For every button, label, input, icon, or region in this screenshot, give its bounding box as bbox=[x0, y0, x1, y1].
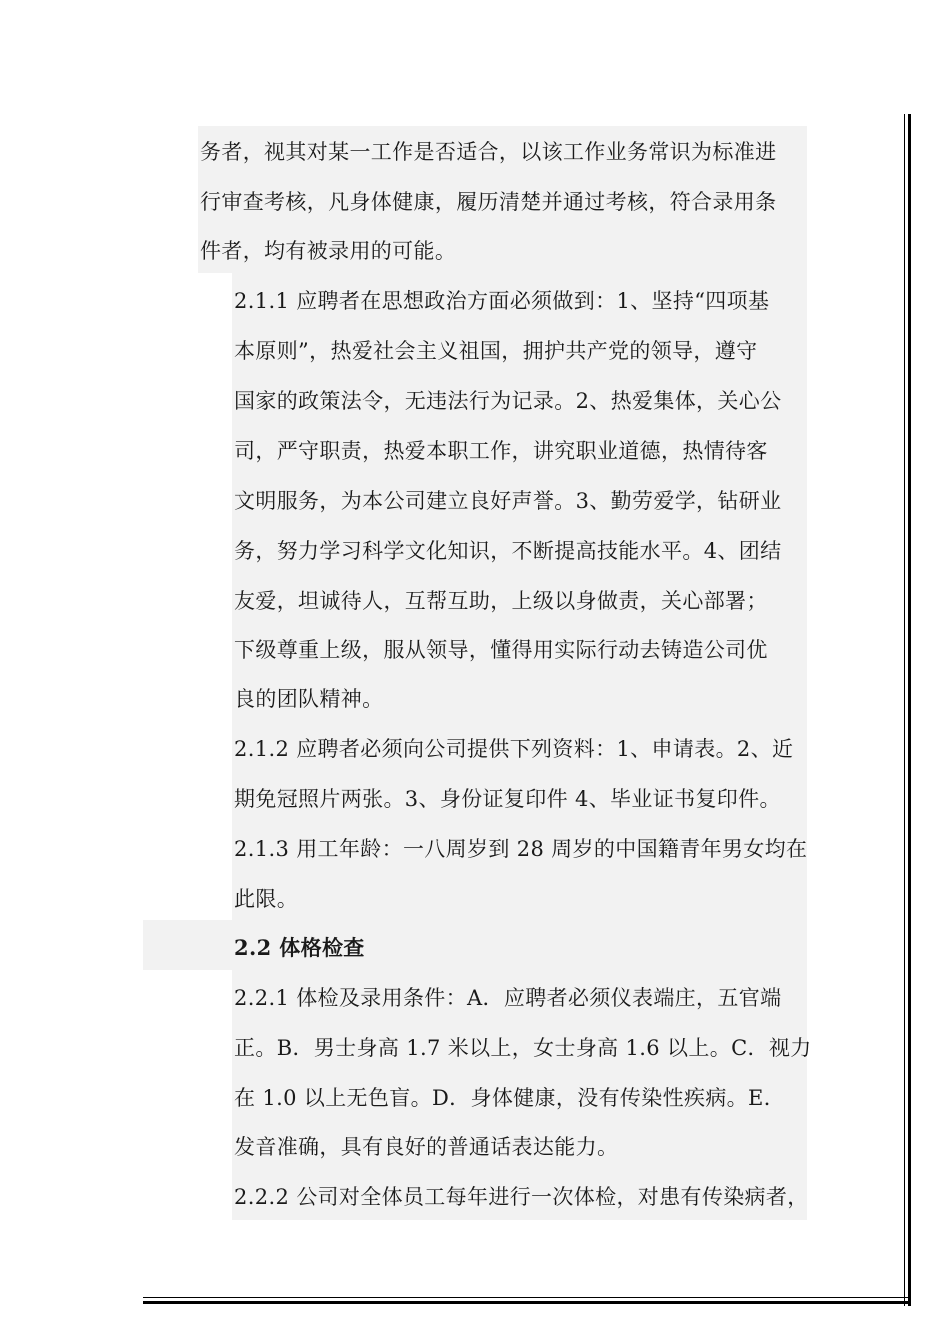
text-line: 务者，视其对某一工作是否适合，以该工作业务常识为标准进 bbox=[200, 140, 777, 164]
text-line: 2.2.1 体检及录用条件：A．应聘者必须仪表端庄，五官端 bbox=[234, 986, 782, 1010]
text-line: 行审查考核，凡身体健康，履历清楚并通过考核，符合录用条 bbox=[200, 190, 777, 214]
page-border-bottom bbox=[143, 1297, 911, 1304]
text-line: 务，努力学习科学文化知识，不断提高技能水平。4、团结 bbox=[234, 539, 782, 563]
text-line: 2.2.2 公司对全体员工每年进行一次体检，对患有传染病者， bbox=[234, 1185, 809, 1209]
text-line: 本原则”，热爱社会主义祖国，拥护共产党的领导，遵守 bbox=[234, 339, 758, 363]
text-line: 友爱，坦诚待人，互帮互助，上级以身做责，关心部署； bbox=[234, 589, 768, 613]
section-heading-2-2: 2.2 体格检查 bbox=[234, 935, 365, 960]
text-line: 正。B．男士身高 1.7 米以上，女士身高 1.6 以上。C．视力 bbox=[234, 1036, 812, 1060]
text-line: 2.1.1 应聘者在思想政治方面必须做到：1、坚持“四项基 bbox=[234, 289, 770, 313]
page-border-right bbox=[904, 114, 911, 1306]
text-line: 文明服务，为本公司建立良好声誉。3、勤劳爱学，钻研业 bbox=[234, 489, 782, 513]
text-line: 在 1.0 以上无色盲。D．身体健康，没有传染性疾病。E． bbox=[234, 1086, 786, 1110]
text-line: 下级尊重上级，服从领导，懂得用实际行动去铸造公司优 bbox=[234, 638, 768, 662]
text-line: 发音准确，具有良好的普通话表达能力。 bbox=[234, 1135, 619, 1159]
shade-p3 bbox=[232, 820, 807, 920]
text-line: 2.1.3 用工年龄：一八周岁到 28 周岁的中国籍青年男女均在 bbox=[234, 837, 808, 861]
text-line: 司，严守职责，热爱本职工作，讲究职业道德，热情待客 bbox=[234, 439, 768, 463]
text-line: 件者，均有被录用的可能。 bbox=[200, 239, 457, 263]
text-line: 期免冠照片两张。3、身份证复印件 4、毕业证书复印件。 bbox=[234, 787, 781, 811]
text-line: 国家的政策法令，无违法行为记录。2、热爱集体，关心公 bbox=[234, 389, 782, 413]
text-line: 2.1.2 应聘者必须向公司提供下列资料：1、申请表。2、近 bbox=[234, 737, 794, 761]
text-line: 良的团队精神。 bbox=[234, 687, 384, 711]
text-line: 此限。 bbox=[234, 887, 299, 911]
